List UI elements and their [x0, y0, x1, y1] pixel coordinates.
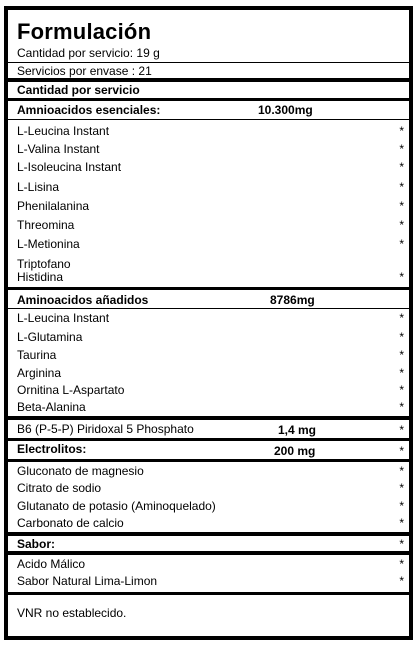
divider — [8, 532, 409, 536]
divider — [8, 287, 409, 290]
divider — [8, 551, 409, 555]
asterisk: * — [399, 444, 404, 458]
electrolytes-heading: Electrolitos: — [17, 442, 87, 456]
list-item: L-Valina Instant — [17, 142, 100, 156]
divider — [8, 98, 409, 101]
list-item: Gluconato de magnesio — [17, 464, 144, 478]
asterisk: * — [399, 400, 404, 414]
list-item: L-Metionina — [17, 237, 80, 251]
footnote: VNR no establecido. — [17, 606, 127, 620]
asterisk: * — [399, 180, 404, 194]
divider — [8, 62, 409, 63]
column-header: Cantidad por servicio — [17, 83, 140, 97]
asterisk: * — [399, 464, 404, 478]
asterisk: * — [399, 270, 404, 284]
flavor-heading: Sabor: — [17, 537, 56, 551]
list-item: Carbonato de calcio — [17, 516, 124, 530]
list-item: L-Glutamina — [17, 330, 83, 344]
list-item: Threomina — [17, 218, 75, 232]
asterisk: * — [399, 348, 404, 362]
b6-label: B6 (P-5-P) Piridoxal 5 Phosphato — [17, 422, 194, 436]
asterisk: * — [399, 237, 404, 251]
divider — [8, 459, 409, 462]
list-item: Glutanato de potasio (Aminoquelado) — [17, 499, 216, 513]
divider — [8, 416, 409, 420]
list-item: Sabor Natural Lima-Limon — [17, 574, 158, 588]
divider — [8, 592, 409, 595]
list-item: Phenilalanina — [17, 199, 90, 213]
list-item: L-Leucina Instant — [17, 124, 110, 138]
asterisk: * — [399, 330, 404, 344]
asterisk: * — [399, 160, 404, 174]
asterisk: * — [399, 366, 404, 380]
servings-per-container: Servicios por envase : 21 — [17, 64, 152, 78]
list-item: L-Leucina Instant — [17, 311, 110, 325]
essential-amount: 10.300mg — [258, 103, 313, 117]
asterisk: * — [399, 423, 404, 437]
list-item: Ornitina L-Aspartato — [17, 383, 125, 397]
nutrition-panel — [4, 6, 413, 640]
serving-size: Cantidad por servicio: 19 g — [17, 46, 160, 60]
panel-title: Formulación — [17, 19, 152, 44]
asterisk: * — [399, 499, 404, 513]
b6-amount: 1,4 mg — [278, 423, 317, 437]
asterisk: * — [399, 557, 404, 571]
list-item: Histidina — [17, 270, 64, 284]
list-item: Beta-Alanina — [17, 400, 86, 414]
list-item: Acido Málico — [17, 557, 86, 571]
essential-heading: Amnioacidos esenciales: — [17, 103, 161, 117]
list-item: Citrato de sodio — [17, 481, 102, 495]
asterisk: * — [399, 124, 404, 138]
divider — [8, 78, 409, 82]
divider — [8, 119, 409, 120]
asterisk: * — [399, 218, 404, 232]
electrolytes-amount: 200 mg — [274, 444, 316, 458]
list-item: Triptofano — [17, 257, 71, 271]
list-item: L-Lisina — [17, 180, 60, 194]
asterisk: * — [399, 537, 404, 551]
divider — [8, 308, 409, 309]
added-heading: Aminoacidos añadidos — [17, 293, 149, 307]
asterisk: * — [399, 383, 404, 397]
list-item: L-Isoleucina Instant — [17, 160, 122, 174]
asterisk: * — [399, 481, 404, 495]
asterisk: * — [399, 516, 404, 530]
asterisk: * — [399, 199, 404, 213]
divider — [8, 438, 409, 441]
added-amount: 8786mg — [270, 293, 315, 307]
list-item: Arginina — [17, 366, 62, 380]
asterisk: * — [399, 142, 404, 156]
list-item: Taurina — [17, 348, 57, 362]
asterisk: * — [399, 574, 404, 588]
asterisk: * — [399, 311, 404, 325]
